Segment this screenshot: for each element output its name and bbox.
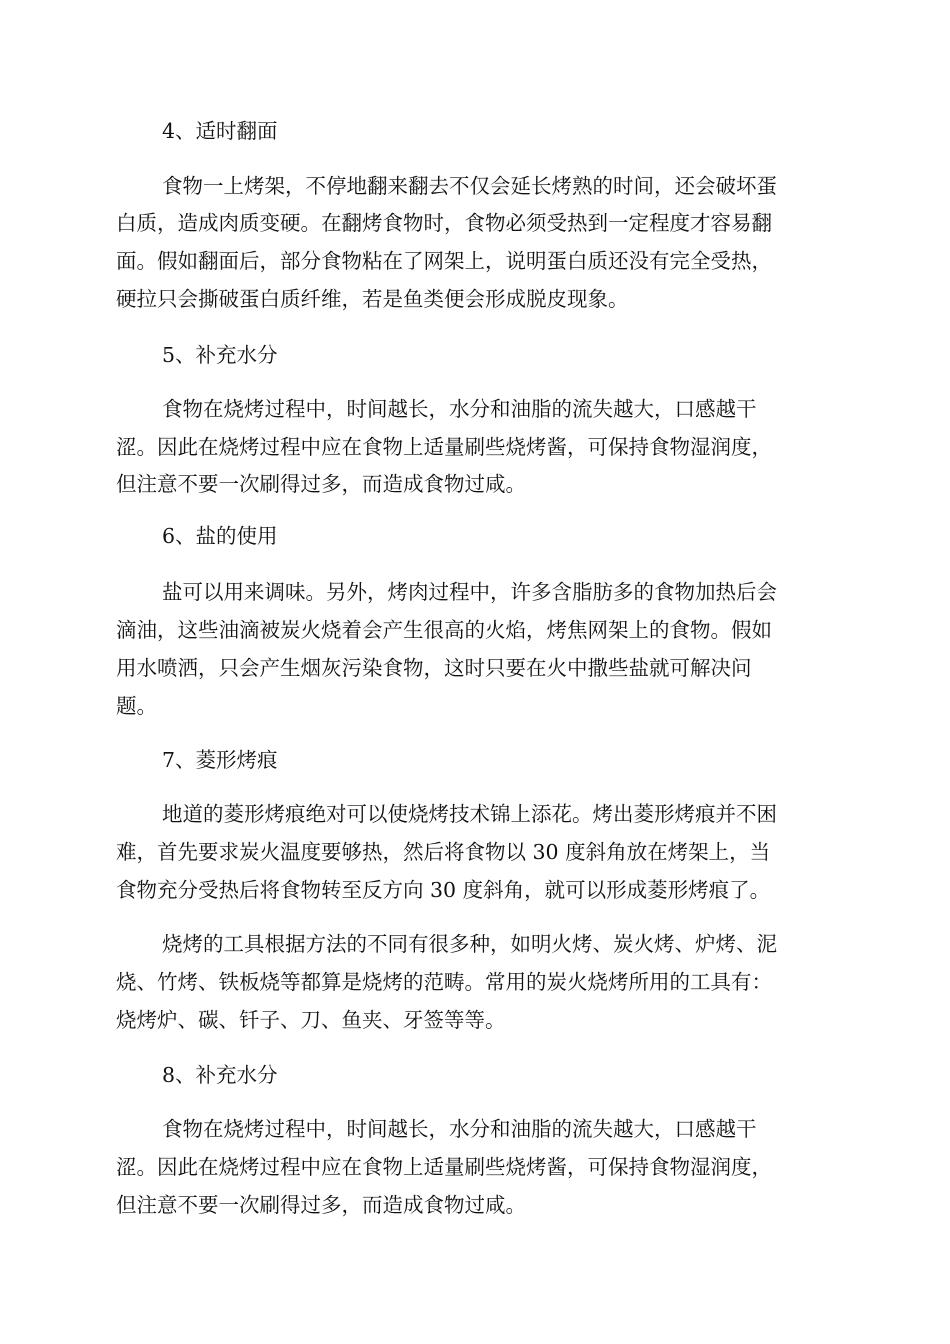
paragraph-line: 烧烤炉、碳、钎子、刀、鱼夹、牙签等等。 — [116, 1008, 506, 1032]
section-heading: 7、菱形烤痕 — [162, 748, 278, 772]
section-heading: 6、盐的使用 — [162, 524, 278, 548]
paragraph-line: 食物充分受热后将食物转至反方向 30 度斜角，就可以形成菱形烤痕了。 — [116, 878, 771, 902]
paragraph-line: 用水喷洒，只会产生烟灰污染食物，这时只要在火中撒些盐就可解决问 — [116, 656, 752, 680]
paragraph-line: 难，首先要求炭火温度要够热，然后将食物以 30 度斜角放在烤架上，当 — [116, 840, 771, 864]
section-heading: 5、补充水分 — [162, 343, 278, 367]
paragraph-line: 涩。因此在烧烤过程中应在食物上适量刷些烧烤酱，可保持食物湿润度， — [116, 1155, 772, 1179]
paragraph-line: 烧烤的工具根据方法的不同有很多种，如明火烤、炭火烤、炉烤、泥 — [162, 932, 777, 956]
paragraph-line: 食物一上烤架，不停地翻来翻去不仅会延长烤熟的时间，还会破坏蛋 — [162, 174, 777, 198]
paragraph-line: 滴油，这些油滴被炭火烧着会产生很高的火焰，烤焦网架上的食物。假如 — [116, 618, 772, 642]
paragraph-line: 但注意不要一次刷得过多，而造成食物过咸。 — [116, 1193, 526, 1217]
paragraph-line: 食物在烧烤过程中，时间越长，水分和油脂的流失越大，口感越干 — [162, 397, 757, 421]
paragraph-line: 盐可以用来调味。另外，烤肉过程中，许多含脂肪多的食物加热后会 — [162, 580, 777, 604]
paragraph-line: 烧、竹烤、铁板烧等都算是烧烤的范畴。常用的炭火烧烤所用的工具有： — [116, 970, 772, 994]
paragraph-line: 但注意不要一次刷得过多，而造成食物过咸。 — [116, 472, 526, 496]
paragraph-line: 白质，造成肉质变硬。在翻烤食物时，食物必须受热到一定程度才容易翻 — [116, 211, 772, 235]
paragraph-line: 地道的菱形烤痕绝对可以使烧烤技术锦上添花。烤出菱形烤痕并不困 — [162, 802, 777, 826]
paragraph-line: 面。假如翻面后，部分食物粘在了网架上，说明蛋白质还没有完全受热， — [116, 249, 772, 273]
paragraph-line: 涩。因此在烧烤过程中应在食物上适量刷些烧烤酱，可保持食物湿润度， — [116, 435, 772, 459]
section-heading: 4、适时翻面 — [162, 119, 278, 143]
paragraph-line: 食物在烧烤过程中，时间越长，水分和油脂的流失越大，口感越干 — [162, 1117, 757, 1141]
paragraph-line: 硬拉只会撕破蛋白质纤维，若是鱼类便会形成脱皮现象。 — [116, 287, 629, 311]
paragraph-line: 题。 — [116, 694, 157, 718]
section-heading: 8、补充水分 — [162, 1063, 278, 1087]
